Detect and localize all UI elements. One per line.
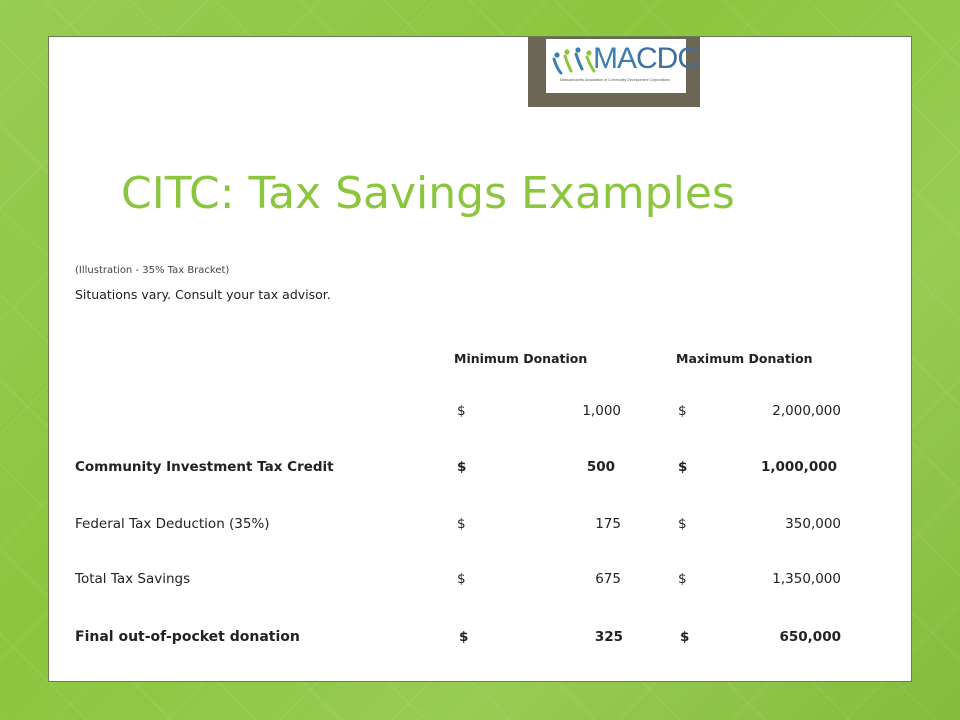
row-label: Federal Tax Deduction (35%) [75,516,270,532]
row-label: Final out-of-pocket donation [75,629,300,645]
slide-title: CITC: Tax Savings Examples [121,168,735,219]
dollar-sign: $ [457,571,466,587]
logo-frame [526,37,702,107]
min-amount: 1,000 [582,403,621,419]
dollar-sign: $ [457,459,467,475]
advisor-note: Situations vary. Consult your tax advisor. [75,287,331,302]
dollar-sign: $ [678,403,687,419]
row-label: Community Investment Tax Credit [75,459,334,475]
column-header-minimum: Minimum Donation [454,351,588,366]
min-amount: 175 [595,516,621,532]
people-logo-icon [552,47,596,75]
max-amount: 2,000,000 [772,403,841,419]
logo-wordmark [593,42,698,76]
dollar-sign: $ [459,629,469,645]
dollar-sign: $ [457,516,466,532]
row-label: Total Tax Savings [75,571,191,587]
max-amount: 650,000 [779,629,841,645]
dollar-sign: $ [678,571,687,587]
min-amount: 325 [594,629,623,645]
illustration-note: (Illustration - 35% Tax Bracket) [75,265,230,276]
dollar-sign: $ [678,516,687,532]
max-amount: 1,350,000 [772,571,841,587]
dollar-sign: $ [680,629,690,645]
logo-text-ma: MA [593,42,636,75]
column-header-maximum: Maximum Donation [676,351,813,366]
max-amount: 350,000 [785,516,841,532]
logo [546,39,698,93]
logo-subtitle: Massachusetts Association of Community Development Corporations [560,78,671,82]
logo-text-cdc: CDC [636,42,698,75]
min-amount: 675 [595,571,621,587]
min-amount: 500 [586,459,615,475]
slide-panel [48,36,912,682]
max-amount: 1,000,000 [760,459,837,475]
dollar-sign: $ [457,403,466,419]
dollar-sign: $ [678,459,688,475]
